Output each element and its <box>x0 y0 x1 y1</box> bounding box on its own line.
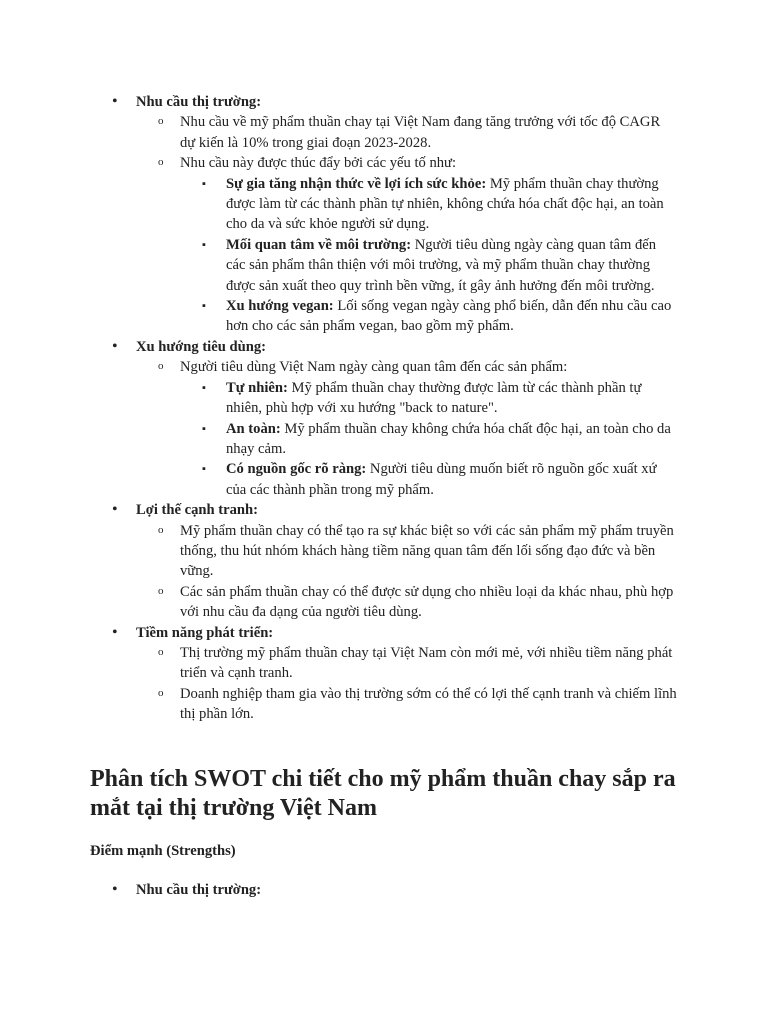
list-item: • Lợi thế cạnh tranh: o Mỹ phẩm thuần chay có thể tạo ra sự khác biệt so với các sản phẩm mỹ phẩm truyền thống, thu hút nhóm khách hàng tiềm năng quan tâm đến lối sống đạo đức và bền vững. o Các sản phẩm thuần chay có thể được sử dụng cho nhiều loại da khác nhau, phù hợp với nhu cầu đa dạng của người tiêu dùng. <box>0 500 678 622</box>
list-item: ▪ Sự gia tăng nhận thức về lợi ích sức khỏe: Mỹ phẩm thuần chay thường được làm từ các thành phần tự nhiên, không chứa hóa chất độc hại, an toàn cho da và sức khỏe người sử dụng. <box>180 174 678 235</box>
list-item: • Nhu cầu thị trường: o Nhu cầu về mỹ phẩm thuần chay tại Việt Nam đang tăng trưởng với tốc độ CAGR dự kiến là 10% trong giai đoạn 2023-2028. o Nhu cầu này được thúc đẩy bởi các yếu tố như: ▪ Sự gia tăng nhận thức về lợi ích sức khỏe: Mỹ phẩm thuần chay thường được làm từ các thành phần tự nhiên, không chứa hóa chất độc hại, an toàn cho da và sức khỏe người sử dụng. ▪ Mối quan tâm về môi trường: Người tiêu dùng ngày càng quan tâm đến các sản phẩm thân thiện với môi trường, và mỹ phẩm thuần chay thường được sản xuất theo quy trình bền vững, ít gây ảnh hưởng đến môi trường. ▪ Xu hướng vegan: Lối sống vegan ngày càng phổ biến, dẫn đến nhu cầu cao hơn cho các sản phẩm vegan, bao gồm mỹ phẩm. <box>0 92 678 337</box>
list-item: o Thị trường mỹ phẩm thuần chay tại Việt Nam còn mới mẻ, với nhiều tiềm năng phát triển và cạnh tranh. <box>136 643 678 684</box>
list-item: o Mỹ phẩm thuần chay có thể tạo ra sự khác biệt so với các sản phẩm mỹ phẩm truyền thống, thu hút nhóm khách hàng tiềm năng quan tâm đến lối sống đạo đức và bền vững. <box>136 521 678 582</box>
top-list <box>0 92 678 725</box>
list-item: ▪ An toàn: Mỹ phẩm thuần chay không chứa hóa chất độc hại, an toàn cho da nhạy cảm. <box>180 419 678 460</box>
list-item: • Tiềm năng phát triển: o Thị trường mỹ phẩm thuần chay tại Việt Nam còn mới mẻ, với nhiều tiềm năng phát triển và cạnh tranh. o Doanh nghiệp tham gia vào thị trường sớm có thể có lợi thế cạnh tranh và chiếm lĩnh thị phần lớn. <box>0 623 678 725</box>
list-item: o Doanh nghiệp tham gia vào thị trường sớm có thể có lợi thế cạnh tranh và chiếm lĩnh thị phần lớn. <box>136 684 678 725</box>
list-item: ▪ Xu hướng vegan: Lối sống vegan ngày càng phổ biến, dẫn đến nhu cầu cao hơn cho các sản phẩm vegan, bao gồm mỹ phẩm. <box>180 296 678 337</box>
strengths-subheading: Điểm mạnh (Strengths) <box>90 842 236 859</box>
strengths-list <box>0 880 678 900</box>
list-item: • Nhu cầu thị trường: <box>0 880 678 900</box>
list-item: • Xu hướng tiêu dùng: o Người tiêu dùng Việt Nam ngày càng quan tâm đến các sản phẩm: ▪ Tự nhiên: Mỹ phẩm thuần chay thường được làm từ các thành phần tự nhiên, phù hợp với xu hướng "back to nature". ▪ An toàn: Mỹ phẩm thuần chay không chứa hóa chất độc hại, an toàn cho da nhạy cảm. ▪ Có nguồn gốc rõ ràng: Người tiêu dùng muốn biết rõ nguồn gốc xuất xứ của các thành phần trong mỹ phẩm. <box>0 337 678 500</box>
list-item: o Người tiêu dùng Việt Nam ngày càng quan tâm đến các sản phẩm: ▪ Tự nhiên: Mỹ phẩm thuần chay thường được làm từ các thành phần tự nhiên, phù hợp với xu hướng "back to nature". ▪ An toàn: Mỹ phẩm thuần chay không chứa hóa chất độc hại, an toàn cho da nhạy cảm. ▪ Có nguồn gốc rõ ràng: Người tiêu dùng muốn biết rõ nguồn gốc xuất xứ của các thành phần trong mỹ phẩm. <box>136 357 678 500</box>
swot-heading: Phân tích SWOT chi tiết cho mỹ phẩm thuần chay sắp ra mắt tại thị trường Việt Nam <box>90 765 676 821</box>
list-item: ▪ Tự nhiên: Mỹ phẩm thuần chay thường được làm từ các thành phần tự nhiên, phù hợp với xu hướng "back to nature". <box>180 378 678 419</box>
list-item: ▪ Mối quan tâm về môi trường: Người tiêu dùng ngày càng quan tâm đến các sản phẩm thân thiện với môi trường, và mỹ phẩm thuần chay thường được sản xuất theo quy trình bền vững, ít gây ảnh hưởng đến môi trường. <box>180 235 678 296</box>
list-item: o Các sản phẩm thuần chay có thể được sử dụng cho nhiều loại da khác nhau, phù hợp với nhu cầu đa dạng của người tiêu dùng. <box>136 582 678 623</box>
list-item: ▪ Có nguồn gốc rõ ràng: Người tiêu dùng muốn biết rõ nguồn gốc xuất xứ của các thành phần trong mỹ phẩm. <box>180 459 678 500</box>
list-item: o Nhu cầu về mỹ phẩm thuần chay tại Việt Nam đang tăng trưởng với tốc độ CAGR dự kiến là 10% trong giai đoạn 2023-2028. <box>136 112 678 153</box>
list-item: o Nhu cầu này được thúc đẩy bởi các yếu tố như: ▪ Sự gia tăng nhận thức về lợi ích sức khỏe: Mỹ phẩm thuần chay thường được làm từ các thành phần tự nhiên, không chứa hóa chất độc hại, an toàn cho da và sức khỏe người sử dụng. ▪ Mối quan tâm về môi trường: Người tiêu dùng ngày càng quan tâm đến các sản phẩm thân thiện với môi trường, và mỹ phẩm thuần chay thường được sản xuất theo quy trình bền vững, ít gây ảnh hưởng đến môi trường. ▪ Xu hướng vegan: Lối sống vegan ngày càng phổ biến, dẫn đến nhu cầu cao hơn cho các sản phẩm vegan, bao gồm mỹ phẩm. <box>136 153 678 337</box>
